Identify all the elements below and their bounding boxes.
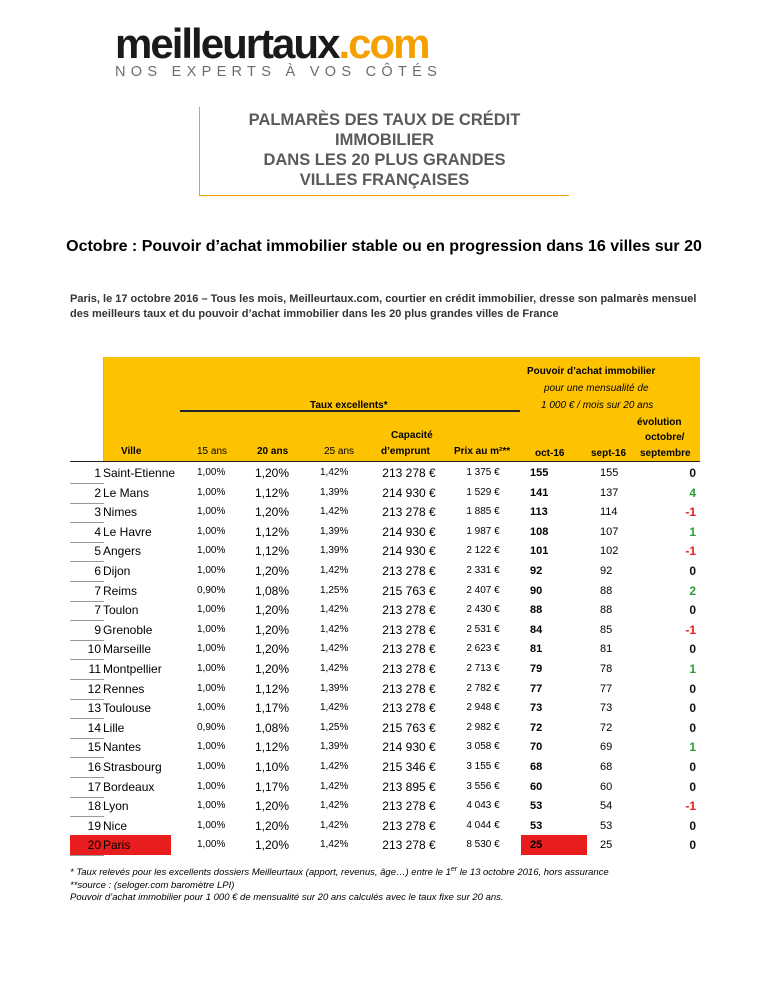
row-prix-m2: 1 529 €: [466, 486, 500, 498]
row-rate-20: 1,20%: [255, 603, 290, 618]
row-separator: [70, 855, 104, 856]
row-rate-25: 1,42%: [320, 623, 349, 635]
row-pouvoir-oct: 88: [530, 604, 543, 617]
table-row: [70, 502, 700, 522]
headline: Octobre : Pouvoir d’achat immobilier stable ou en progression dans 16 villes sur 20: [66, 238, 702, 255]
row-pouvoir-oct: 113: [530, 506, 548, 519]
row-rate-20: 1,20%: [255, 564, 290, 578]
row-city: Paris: [103, 838, 131, 853]
table-row: [70, 581, 700, 601]
row-rate-25: 1,25%: [320, 721, 349, 733]
row-rate-25: 1,42%: [320, 643, 349, 655]
row-evolution: -1: [685, 799, 696, 814]
row-rank: 15: [87, 740, 101, 755]
table-row: [70, 659, 700, 679]
row-rank: 19: [87, 818, 101, 833]
row-prix-m2: 2 331 €: [466, 565, 500, 576]
row-rank: 14: [87, 720, 101, 735]
row-pouvoir-oct: 70: [530, 741, 543, 754]
row-rate-20: 1,12%: [255, 524, 290, 539]
row-rate-25: 1,42%: [320, 839, 349, 851]
row-rate-25: 1,42%: [320, 604, 349, 616]
table-row: [70, 698, 700, 718]
row-rate-25: 1,42%: [320, 702, 349, 714]
meilleurtaux-logo: [115, 20, 455, 80]
row-prix-m2: 2 713 €: [466, 663, 500, 674]
row-rate-20: 1,12%: [255, 485, 290, 500]
row-pouvoir-oct: 73: [530, 702, 543, 715]
logo-tagline: NOS EXPERTS À VOS CÔTÉS: [115, 64, 443, 80]
group-pouvoir-sub2: 1 000 € / mois sur 20 ans: [541, 400, 654, 411]
row-city: Nantes: [103, 740, 142, 755]
row-pouvoir-sept: 69: [600, 741, 613, 754]
row-rank: 12: [87, 681, 101, 696]
row-rank: 20: [87, 838, 101, 853]
row-pouvoir-sept: 155: [600, 467, 619, 479]
row-capacite: 213 278 €: [382, 603, 436, 618]
table-row: [70, 463, 700, 483]
row-prix-m2: 1 375 €: [466, 467, 500, 478]
row-pouvoir-sept: 88: [600, 604, 613, 617]
row-prix-m2: 2 948 €: [466, 702, 500, 714]
row-pouvoir-oct: 68: [530, 761, 543, 773]
row-evolution: 0: [689, 720, 696, 735]
row-pouvoir-sept: 60: [600, 780, 613, 793]
row-evolution: -1: [685, 505, 696, 520]
table-row: [70, 522, 700, 542]
row-city: Lille: [103, 720, 125, 735]
row-city: Strasbourg: [103, 760, 162, 774]
row-rate-20: 1,08%: [255, 720, 290, 735]
title-line-3: DANS LES 20 PLUS GRANDES: [263, 151, 506, 169]
row-rate-25: 1,42%: [320, 506, 349, 518]
table-row: [70, 620, 700, 640]
row-capacite: 213 278 €: [382, 466, 436, 480]
row-prix-m2: 2 982 €: [466, 721, 500, 733]
row-capacite: 215 346 €: [382, 760, 436, 774]
row-capacite: 214 930 €: [382, 524, 436, 539]
row-city: Le Havre: [103, 524, 152, 539]
table-row: [70, 679, 700, 699]
table-row: [70, 600, 700, 620]
row-rate-20: 1,20%: [255, 622, 290, 637]
row-capacite: 213 278 €: [382, 799, 436, 814]
row-capacite: 213 895 €: [382, 779, 436, 794]
row-prix-m2: 2 782 €: [466, 682, 500, 694]
row-evolution: 1: [689, 662, 696, 676]
header-ville: Ville: [121, 446, 142, 457]
row-rate-15: 1,00%: [197, 565, 226, 576]
row-prix-m2: 2 531 €: [466, 623, 500, 635]
row-rate-15: 1,00%: [197, 741, 226, 753]
footnote-1: [70, 864, 710, 880]
row-rate-25: 1,42%: [320, 761, 349, 772]
row-rank: 13: [87, 701, 101, 716]
row-rate-20: 1,20%: [255, 818, 290, 833]
title-line-2: IMMOBILIER: [335, 131, 434, 149]
row-rate-20: 1,20%: [255, 642, 290, 657]
row-rate-25: 1,42%: [320, 467, 349, 478]
row-evolution: 0: [689, 779, 696, 794]
row-pouvoir-oct: 81: [530, 643, 543, 656]
table-row: [70, 541, 700, 561]
row-prix-m2: 2 623 €: [466, 643, 500, 655]
row-capacite: 214 930 €: [382, 485, 436, 500]
row-pouvoir-sept: 78: [600, 663, 613, 675]
footnote-1-text-b: le 13 octobre 2016, hors assurance: [457, 867, 609, 879]
row-pouvoir-sept: 81: [600, 643, 613, 656]
header-capacite-1: Capacité: [391, 430, 433, 441]
row-rate-15: 1,00%: [197, 506, 226, 518]
table-row: [70, 777, 700, 797]
row-pouvoir-sept: 68: [600, 761, 613, 773]
row-rate-15: 0,90%: [197, 721, 226, 733]
intro-paragraph: Paris, le 17 octobre 2016 – Tous les mois, Meilleurtaux.com, courtier en crédit immobilier, dresse son palmarès mensuel des meilleurs taux et du pouvoir d’achat immobilier dans les 20 plus grandes villes de France: [70, 293, 697, 320]
row-evolution: 4: [689, 485, 696, 500]
row-rate-25: 1,42%: [320, 780, 349, 792]
table-row: [70, 561, 700, 581]
row-rank: 4: [94, 524, 101, 539]
row-pouvoir-oct: 84: [530, 623, 543, 636]
logo-wordmark: [115, 20, 455, 67]
group-pouvoir-label: Pouvoir d’achat immobilier: [527, 366, 656, 377]
row-rate-25: 1,42%: [320, 663, 349, 674]
row-pouvoir-sept: 85: [600, 623, 613, 636]
row-rate-15: 1,00%: [197, 643, 226, 655]
row-pouvoir-oct: 108: [530, 525, 549, 538]
row-city: Le Mans: [103, 485, 150, 500]
row-city: Reims: [103, 583, 138, 598]
row-evolution: 0: [689, 642, 696, 657]
row-capacite: 214 930 €: [382, 544, 436, 559]
row-pouvoir-sept: 25: [600, 839, 613, 852]
row-pouvoir-sept: 92: [600, 565, 613, 577]
title-line-4: VILLES FRANÇAISES: [299, 171, 470, 189]
row-prix-m2: 2 430 €: [466, 604, 500, 616]
row-pouvoir-sept: 53: [600, 819, 613, 832]
row-rate-15: 1,00%: [197, 800, 226, 812]
row-rate-25: 1,42%: [320, 800, 349, 812]
table-row: [70, 796, 700, 816]
row-evolution: 0: [689, 701, 696, 716]
row-rank: 5: [94, 544, 101, 559]
row-capacite: 215 763 €: [382, 720, 436, 735]
row-prix-m2: 3 556 €: [466, 780, 500, 792]
rates-table: [70, 357, 700, 855]
row-rank: 10: [87, 642, 101, 657]
row-rate-15: 1,00%: [197, 604, 226, 616]
table-row: [70, 718, 700, 738]
row-evolution: 0: [689, 564, 696, 578]
row-capacite: 213 278 €: [382, 564, 436, 578]
row-pouvoir-oct: 25: [530, 839, 543, 852]
row-capacite: 213 278 €: [382, 642, 436, 657]
row-rate-25: 1,39%: [320, 545, 349, 557]
row-pouvoir-oct: 90: [530, 584, 543, 597]
row-pouvoir-sept: 107: [600, 525, 619, 538]
row-city: Toulon: [103, 603, 139, 618]
table-row: [70, 737, 700, 757]
row-evolution: 0: [689, 818, 696, 833]
footnote-1-text-a: * Taux relevés pour les excellents dossiers Meilleurtaux (apport, revenus, âge…) entre le 1: [70, 867, 451, 879]
row-capacite: 213 278 €: [382, 662, 436, 676]
row-rank: 7: [94, 583, 101, 598]
row-city: Marseille: [103, 642, 152, 657]
header-left-border: [103, 357, 104, 461]
row-city: Saint-Etienne: [103, 466, 176, 480]
row-capacite: 213 278 €: [382, 701, 436, 716]
row-pouvoir-sept: 114: [600, 506, 618, 519]
row-rate-15: 1,00%: [197, 545, 226, 557]
row-pouvoir-sept: 88: [600, 584, 613, 597]
row-rate-25: 1,42%: [320, 565, 349, 576]
row-city: Lyon: [103, 799, 129, 814]
row-rank: 1: [94, 466, 101, 480]
row-city: Nimes: [103, 505, 138, 520]
row-rank: 6: [94, 564, 101, 578]
row-rate-15: 1,00%: [197, 780, 226, 792]
row-city: Nice: [103, 818, 128, 833]
row-rate-25: 1,42%: [320, 819, 349, 831]
row-rate-20: 1,12%: [255, 544, 290, 559]
row-prix-m2: 8 530 €: [466, 839, 500, 851]
row-evolution: 1: [689, 740, 696, 755]
row-prix-m2: 1 987 €: [466, 525, 500, 537]
footnote-1-sup: er: [450, 866, 458, 873]
header-evolution-1: évolution: [637, 417, 682, 428]
row-capacite: 214 930 €: [382, 740, 436, 755]
row-pouvoir-oct: 53: [530, 800, 543, 813]
row-city: Toulouse: [103, 701, 152, 716]
row-capacite: 213 278 €: [382, 505, 436, 520]
report-title: [200, 110, 569, 190]
table-row: [70, 757, 700, 777]
group-pouvoir-sub1: pour une mensualité de: [544, 383, 649, 394]
row-city: Dijon: [103, 564, 131, 578]
header-evolution-2: octobre/: [645, 432, 685, 443]
row-city: Angers: [103, 544, 142, 559]
row-rank: 9: [94, 622, 101, 637]
row-rate-20: 1,17%: [255, 701, 290, 716]
row-pouvoir-sept: 72: [600, 721, 613, 734]
header-prix: Prix au m²**: [454, 446, 511, 457]
row-prix-m2: 2 122 €: [466, 545, 500, 557]
logo-dotcom: .com: [338, 20, 429, 67]
row-rate-15: 1,00%: [197, 467, 226, 478]
row-rate-15: 1,00%: [197, 623, 226, 635]
row-evolution: 0: [689, 838, 696, 853]
row-pouvoir-sept: 73: [600, 702, 613, 715]
row-rate-25: 1,39%: [320, 682, 349, 694]
row-evolution: 0: [689, 681, 696, 696]
row-pouvoir-oct: 79: [530, 663, 543, 675]
header-25-ans: 25 ans: [324, 446, 355, 457]
row-pouvoir-oct: 60: [530, 780, 543, 793]
row-pouvoir-oct: 77: [530, 682, 543, 695]
row-prix-m2: 3 155 €: [466, 761, 500, 772]
header-evolution-3: septembre: [640, 448, 691, 459]
row-rate-15: 1,00%: [197, 486, 226, 498]
row-rate-15: 1,00%: [197, 839, 226, 851]
row-rate-15: 1,00%: [197, 663, 226, 674]
row-rank: 3: [94, 505, 101, 520]
row-pouvoir-oct: 92: [530, 565, 543, 577]
row-city: Bordeaux: [103, 779, 155, 794]
header-sept: sept-16: [591, 448, 627, 459]
row-pouvoir-sept: 102: [600, 545, 619, 558]
title-line-1: PALMARÈS DES TAUX DE CRÉDIT: [248, 111, 521, 129]
row-pouvoir-sept: 54: [600, 800, 613, 813]
row-rate-15: 1,00%: [197, 682, 226, 694]
row-rate-20: 1,20%: [255, 662, 290, 676]
row-pouvoir-oct: 72: [530, 721, 543, 734]
row-city: Grenoble: [103, 622, 153, 637]
row-capacite: 213 278 €: [382, 622, 436, 637]
row-prix-m2: 4 044 €: [466, 819, 500, 831]
row-prix-m2: 1 885 €: [466, 506, 500, 518]
row-rate-15: 1,00%: [197, 761, 226, 772]
row-rank: 16: [87, 760, 101, 774]
row-rate-15: 1,00%: [197, 819, 226, 831]
row-evolution: 2: [689, 583, 696, 598]
title-frame: [199, 107, 569, 196]
table-row: [70, 639, 700, 659]
row-rate-20: 1,20%: [255, 466, 290, 480]
row-city: Montpellier: [103, 662, 162, 676]
row-rate-20: 1,08%: [255, 583, 290, 598]
logo-word: meilleurtaux: [115, 20, 339, 67]
row-prix-m2: 4 043 €: [466, 800, 500, 812]
row-capacite: 213 278 €: [382, 838, 436, 853]
row-capacite: 213 278 €: [382, 818, 436, 833]
row-rank: 7: [94, 603, 101, 618]
row-rate-15: 0,90%: [197, 584, 226, 596]
row-rank: 11: [88, 662, 101, 676]
table-row: [70, 483, 700, 503]
row-rate-15: 1,00%: [197, 702, 226, 714]
footnote-2: **source : (seloger.com baromètre LPI): [70, 879, 235, 891]
header-oct: oct-16: [535, 448, 565, 459]
header-20-ans: 20 ans: [257, 446, 289, 457]
footnotes: [70, 864, 710, 905]
row-rate-20: 1,12%: [255, 681, 290, 696]
header-bottom-rule: [70, 461, 700, 462]
row-rate-20: 1,17%: [255, 779, 290, 794]
footnote-3: Pouvoir d’achat immobilier pour 1 000 € de mensualité sur 20 ans calculés avec le taux fixe sur 20 ans.: [70, 892, 504, 904]
row-rank: 2: [94, 485, 101, 500]
row-rate-25: 1,39%: [320, 486, 349, 498]
table-row: [70, 835, 700, 855]
row-pouvoir-sept: 77: [600, 682, 613, 695]
row-prix-m2: 3 058 €: [466, 741, 500, 753]
row-rate-20: 1,12%: [255, 740, 290, 755]
row-rate-20: 1,10%: [255, 760, 290, 774]
row-rate-25: 1,39%: [320, 741, 349, 753]
header-15-ans: 15 ans: [197, 446, 228, 457]
row-capacite: 213 278 €: [382, 681, 436, 696]
row-evolution: 0: [689, 466, 696, 480]
row-rank: 17: [87, 779, 101, 794]
row-evolution: -1: [685, 622, 696, 637]
row-rate-20: 1,20%: [255, 505, 290, 520]
row-pouvoir-oct: 155: [530, 467, 549, 479]
row-rate-15: 1,00%: [197, 525, 226, 537]
group-taux-label: Taux excellents*: [310, 400, 388, 411]
header-capacite-2: d’emprunt: [381, 446, 430, 457]
row-pouvoir-oct: 141: [530, 486, 549, 499]
row-rate-20: 1,20%: [255, 799, 290, 814]
row-pouvoir-oct: 101: [530, 545, 549, 558]
row-pouvoir-oct: 53: [530, 819, 543, 832]
row-rate-20: 1,20%: [255, 838, 290, 853]
row-pouvoir-sept: 137: [600, 486, 619, 499]
row-prix-m2: 2 407 €: [466, 584, 500, 596]
row-city: Rennes: [103, 681, 145, 696]
row-rank: 18: [87, 799, 101, 814]
row-capacite: 215 763 €: [382, 583, 436, 598]
row-rate-25: 1,25%: [320, 584, 349, 596]
row-evolution: 1: [689, 524, 696, 539]
row-evolution: 0: [689, 760, 696, 774]
row-rate-25: 1,39%: [320, 525, 349, 537]
table-row: [70, 816, 700, 836]
row-evolution: 0: [689, 603, 696, 618]
row-evolution: -1: [685, 544, 696, 559]
